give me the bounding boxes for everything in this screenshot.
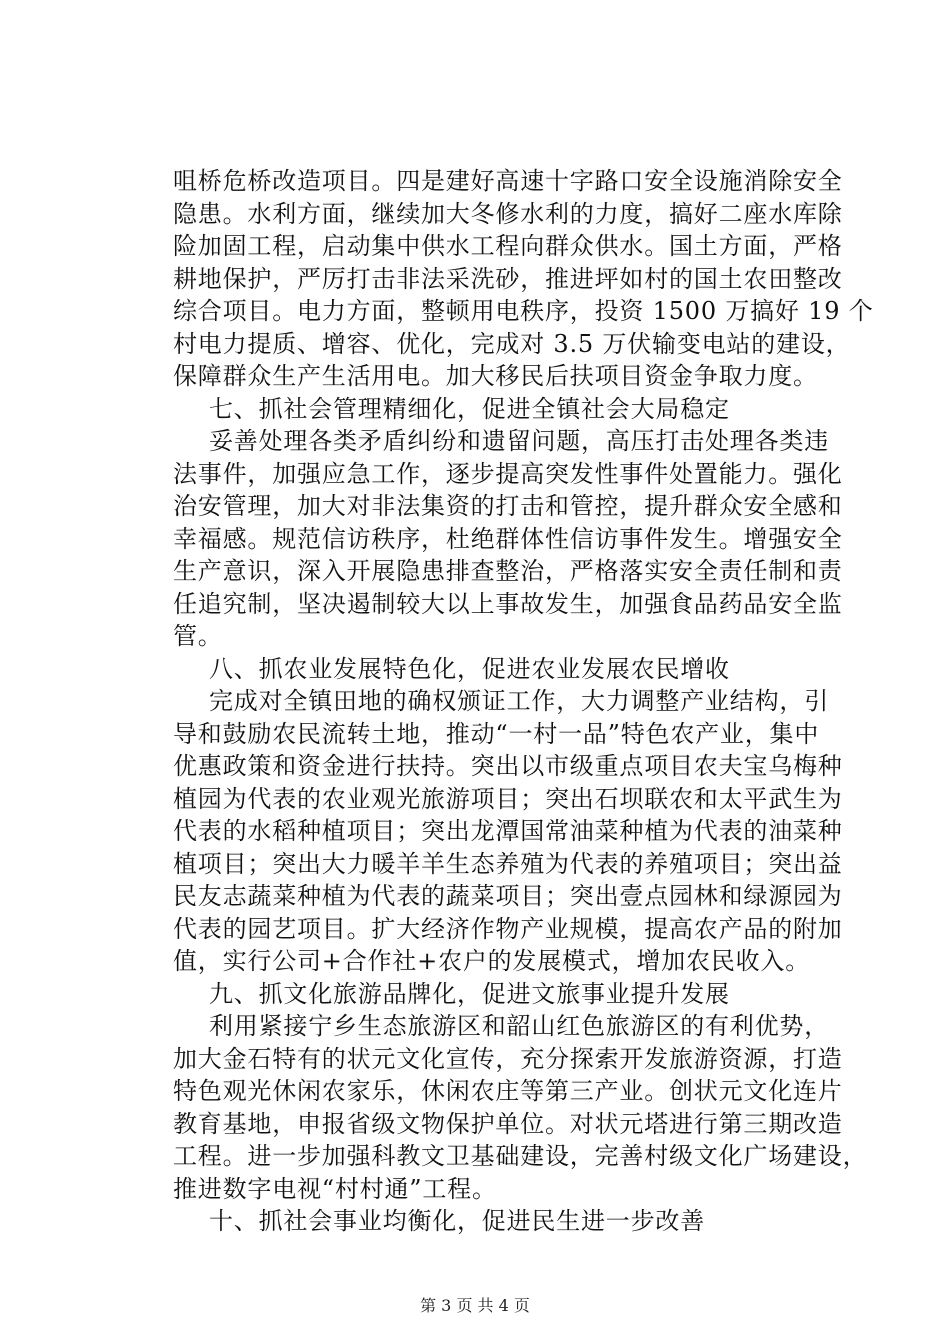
text-line: 保障群众生产生活用电。加大移民后扶项目资金争取力度。 <box>173 362 818 390</box>
text-line: 综合项目。电力方面，整顿用电秩序，投资 1500 万搞好 19 个 <box>173 297 874 325</box>
text-line: 任追究制，坚决遏制较大以上事故发生，加强食品药品安全监 <box>173 589 843 618</box>
text-line: 代表的园艺项目。扩大经济作物产业规模，提高农产品的附加 <box>173 914 843 943</box>
text-line: 幸福感。规范信访秩序，杜绝群体性信访事件发生。增强安全 <box>173 524 843 553</box>
text-line: 治安管理，加大对非法集资的打击和管控，提升群众安全感和 <box>173 492 843 520</box>
text-line: 八、抓农业发展特色化，促进农业发展农民增收 <box>209 654 730 683</box>
text-line: 教育基地，申报省级文物保护单位。对状元塔进行第三期改造 <box>173 1109 843 1138</box>
text-line: 七、抓社会管理精细化，促进全镇社会大局稳定 <box>209 394 730 423</box>
text-line: 民友志蔬菜种植为代表的蔬菜项目；突出壹点园林和绿源园为 <box>173 882 843 910</box>
text-line: 代表的水稻种植项目；突出龙潭国常油菜种植为代表的油菜种 <box>173 817 843 845</box>
text-line: 妥善处理各类矛盾纠纷和遗留问题，高压打击处理各类违 <box>209 427 829 455</box>
text-line: 植项目；突出大力暖羊羊生态养殖为代表的养殖项目；突出益 <box>173 849 843 878</box>
text-line: 值，实行公司+合作社+农户的发展模式，增加农民收入。 <box>173 947 811 975</box>
text-line: 法事件，加强应急工作，逐步提高突发性事件处置能力。强化 <box>173 459 843 488</box>
text-line: 工程。进一步加强科教文卫基础建设，完善村级文化广场建设， <box>173 1142 868 1170</box>
text-line: 完成对全镇田地的确权颁证工作，大力调整产业结构，引 <box>209 687 829 715</box>
text-line: 耕地保护，严厉打击非法采洗砂，推进坪如村的国土农田整改 <box>173 264 843 293</box>
text-line: 推进数字电视“村村通”工程。 <box>173 1174 497 1203</box>
text-line: 生产意识，深入开展隐患排查整治，严格落实安全责任制和责 <box>173 557 843 585</box>
text-line: 植园为代表的农业观光旅游项目；突出石坝联农和太平武生为 <box>173 784 843 813</box>
text-line: 导和鼓励农民流转土地，推动“一村一品”特色农产业，集中 <box>173 719 820 748</box>
text-line: 十、抓社会事业均衡化，促进民生进一步改善 <box>209 1207 705 1235</box>
text-line: 特色观光休闲农家乐，休闲农庄等第三产业。创状元文化连片 <box>173 1077 843 1105</box>
text-line: 优惠政策和资金进行扶持。突出以市级重点项目农夫宝乌梅种 <box>173 752 843 780</box>
text-line: 险加固工程，启动集中供水工程向群众供水。国土方面，严格 <box>173 232 843 260</box>
page-footer: 第 3 页 共 4 页 <box>420 1296 530 1315</box>
text-line: 管。 <box>173 622 223 650</box>
text-line: 九、抓文化旅游品牌化，促进文旅事业提升发展 <box>209 979 730 1008</box>
text-line: 村电力提质、增容、优化，完成对 3.5 万伏输变电站的建设， <box>173 329 851 358</box>
text-line: 咀桥危桥改造项目。四是建好高速十字路口安全设施消除安全 <box>173 167 843 195</box>
text-line: 加大金石特有的状元文化宣传，充分探索开发旅游资源，打造 <box>173 1044 843 1073</box>
text-line: 利用紧接宁乡生态旅游区和韶山红色旅游区的有利优势， <box>209 1012 829 1040</box>
text-line: 隐患。水利方面，继续加大冬修水利的力度，搞好二座水库除 <box>173 199 843 228</box>
